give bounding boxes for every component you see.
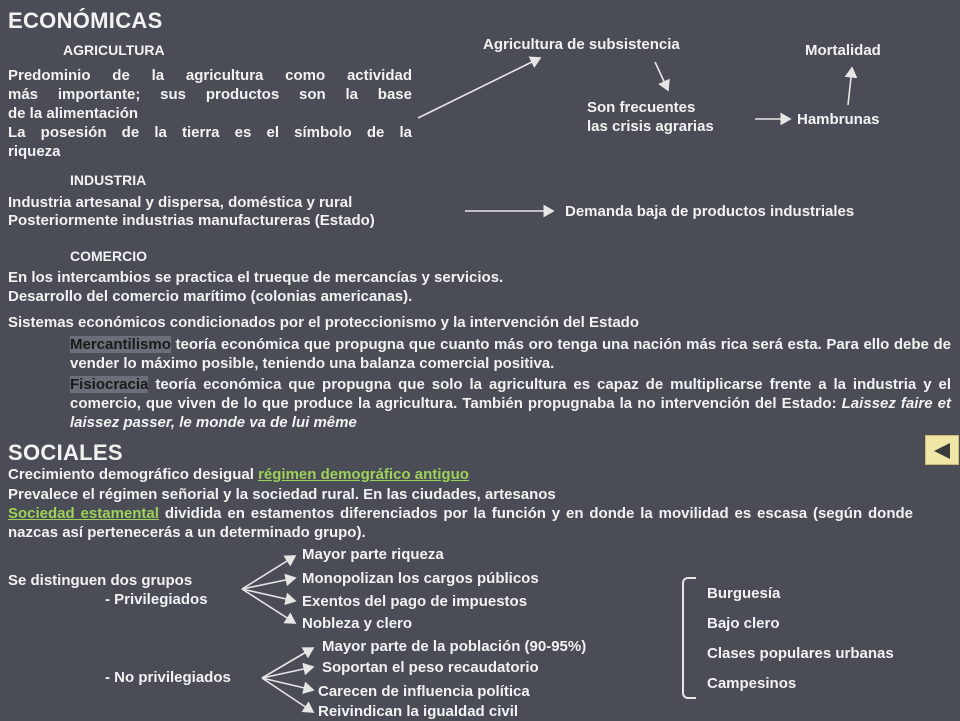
mortalidad: Mortalidad <box>805 42 881 59</box>
sociales-line2: Prevalece el régimen señorial y la sociedad rural. En las ciudades, artesanos <box>8 486 556 503</box>
groups-bracket <box>682 577 696 699</box>
comercio-line1: En los intercambios se practica el trueque de mercancías y servicios. <box>8 269 504 286</box>
industria-line1: Industria artesanal y dispersa, doméstica y rural <box>8 194 353 211</box>
nopriv-item: Reivindican la igualdad civil <box>318 703 519 720</box>
priv-item: Nobleza y clero <box>302 615 413 632</box>
mercantilismo-term: Mercantilismo <box>70 336 171 353</box>
regimen-demografico-link[interactable]: régimen demográfico antiguo <box>258 466 469 483</box>
triangle-left-icon <box>934 443 950 459</box>
back-button[interactable] <box>925 435 959 465</box>
crisis-agrarias: Son frecuentes las crisis agrarias <box>587 99 714 135</box>
arrow-hambrunas-mortalidad <box>848 68 852 105</box>
heading-agricultura: AGRICULTURA <box>63 42 165 58</box>
sociales-line1: Crecimiento demográfico desigual régimen demográfico antiguo <box>8 466 469 483</box>
section-title-economicas: ECONÓMICAS <box>8 8 163 33</box>
agricultura-text: Predominio de la agricultura como actividad más importante; sus productos son la base de la alimentación La posesión de la tierra es el símbolo de la riqueza <box>8 67 412 160</box>
heading-comercio: COMERCIO <box>70 248 147 264</box>
demanda-baja: Demanda baja de productos industriales <box>565 203 855 220</box>
nopriv-item: Soportan el peso recaudatorio <box>322 659 539 676</box>
priv-item: Mayor parte riqueza <box>302 546 444 563</box>
heading-industria: INDUSTRIA <box>70 172 147 188</box>
nopriv-item: Carecen de influencia política <box>318 683 530 700</box>
group-item: Burguesía <box>707 585 781 602</box>
arrow-subsistencia-crisis <box>655 62 668 90</box>
group-item: Campesinos <box>707 675 797 692</box>
sociedad-estamental-paragraph: Sociedad estamental dividida en estamentos diferenciados por la función y en donde la movilidad es escasa (según donde nazcas así pertenecerás a un determinado grupo). <box>8 505 913 541</box>
group-item: Clases populares urbanas <box>707 645 894 662</box>
sistemas-economicos: Sistemas económicos condicionados por el proteccionismo y la intervención del Estado <box>8 314 639 331</box>
fisiocracia-quote: Laissez faire et laissez passer, le monde va de lui même <box>70 395 951 431</box>
hambrunas: Hambrunas <box>797 111 880 128</box>
arrow-agri-subsistencia <box>418 58 540 118</box>
sociedad-estamental-link[interactable]: Sociedad estamental <box>8 505 159 522</box>
section-title-sociales: SOCIALES <box>8 440 123 465</box>
agricultura-subsistencia: Agricultura de subsistencia <box>483 36 680 53</box>
industria-line2: Posteriormente industrias manufactureras (Estado) <box>8 212 375 229</box>
priv-item: Monopolizan los cargos públicos <box>302 570 539 587</box>
mercantilismo-paragraph: Mercantilismo teoría económica que propugna que cuanto más oro tenga una nación más rica será esta. Para ello debe de vender lo máximo posible, teniendo una balanza comercial positiva. <box>70 336 951 372</box>
priv-item: Exentos del pago de impuestos <box>302 593 528 610</box>
privilegiados-label: - Privilegiados <box>105 591 208 608</box>
group-item: Bajo clero <box>707 615 780 632</box>
comercio-line2: Desarrollo del comercio marítimo (colonias americanas). <box>8 288 413 305</box>
grupos-label: Se distinguen dos grupos <box>8 572 193 589</box>
fisiocracia-paragraph: Fisiocracia teoría económica que propugna que solo la agricultura es capaz de multiplicarse frente a la industria y el comercio, que viven de lo que produce la agricultura. También propugnaba la no intervención del Estado: Laissez faire et laissez passer, le monde va de lui même <box>70 376 952 431</box>
fisiocracia-term: Fisiocracia <box>70 376 149 393</box>
nopriv-item: Mayor parte de la población (90-95%) <box>322 638 587 655</box>
no-privilegiados-label: - No privilegiados <box>105 669 231 686</box>
